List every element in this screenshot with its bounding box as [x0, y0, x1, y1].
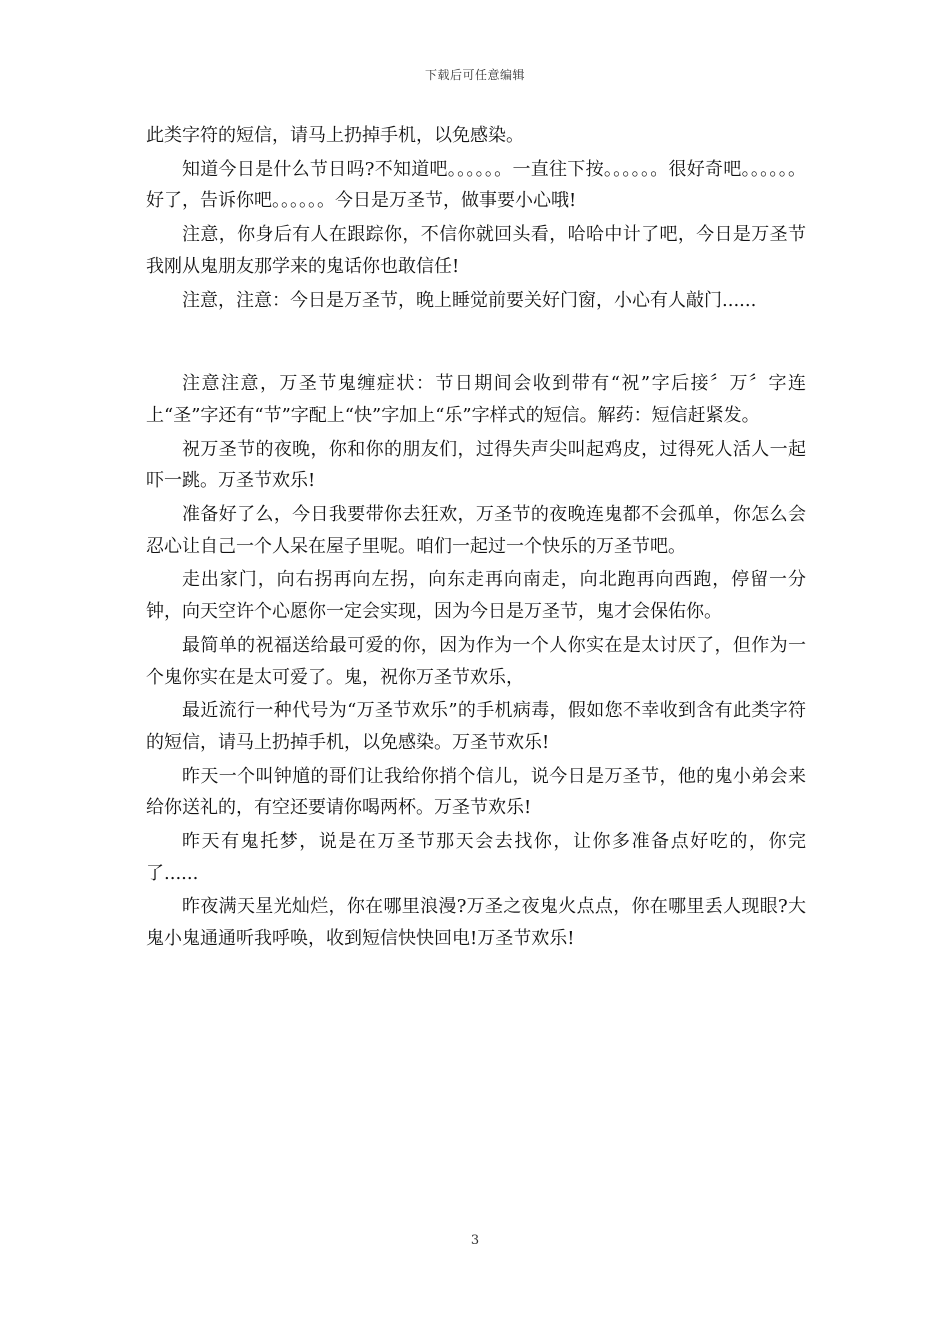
paragraph: 昨天一个叫钟馗的哥们让我给你捎个信儿，说今日是万圣节，他的鬼小弟会来给你送礼的，有空还要请你喝两杯。万圣节欢乐! [146, 765, 806, 819]
paragraph: 最近流行一种代号为“万圣节欢乐”的手机病毒，假如您不幸收到含有此类字符的短信，请马上扔掉手机，以免感染。万圣节欢乐! [146, 700, 806, 753]
paragraph: 知道今日是什么节日吗?不知道吧。。。。。。一直往下按。。。。。。很好奇吧。。。。。。好了，告诉你吧。。。。。。今日是万圣节，做事要小心哦! [146, 158, 806, 212]
page-header: 下载后可任意编辑 [424, 68, 525, 82]
paragraph: 昨夜满天星光灿烂，你在哪里浪漫?万圣之夜鬼火点点，你在哪里丢人现眼?大鬼小鬼通通听我呼唤，收到短信快快回电!万圣节欢乐! [146, 896, 806, 950]
paragraph-gap [146, 318, 806, 368]
paragraph-block-bottom [146, 368, 806, 955]
paragraph-block-top [146, 120, 806, 316]
paragraph: 准备好了么，今日我要带你去狂欢，万圣节的夜晚连鬼都不会孤单，你怎么会忍心让自己一个人呆在屋子里呢。咱们一起过一个快乐的万圣节吧。 [146, 504, 806, 557]
paragraph: 注意，你身后有人在跟踪你，不信你就回头看，哈哈中计了吧，今日是万圣节我刚从鬼朋友那学来的鬼话你也敢信任! [146, 224, 806, 277]
document-body [146, 120, 806, 957]
paragraph: 注意，注意：今日是万圣节，晚上睡觉前要关好门窗，小心有人敲门...... [182, 289, 757, 311]
paragraph: 注意注意，万圣节鬼缠症状：节日期间会收到带有“祝”字后接〞万〞字连上“圣”字还有“节”字配上“快”字加上“乐”字样式的短信。解药：短信赶紧发。 [146, 373, 806, 426]
paragraph: 祝万圣节的夜晚，你和你的朋友们，过得失声尖叫起鸡皮，过得死人活人一起吓一跳。万圣节欢乐! [146, 438, 806, 492]
paragraph: 最简单的祝福送给最可爱的你，因为作为一个人你实在是太讨厌了，但作为一个鬼你实在是太可爱了。鬼，祝你万圣节欢乐， [146, 634, 806, 688]
paragraph: 此类字符的短信，请马上扔掉手机，以免感染。 [146, 125, 524, 146]
page-number: 3 [470, 1233, 480, 1248]
paragraph: 走出家门，向右拐再向左拐，向东走再向南走，向北跑再向西跑，停留一分钟，向天空许个心愿你一定会实现，因为今日是万圣节，鬼才会保佑你。 [146, 569, 806, 623]
paragraph: 昨天有鬼托梦，说是在万圣节那天会去找你，让你多准备点好吃的，你完了...... [146, 831, 806, 884]
